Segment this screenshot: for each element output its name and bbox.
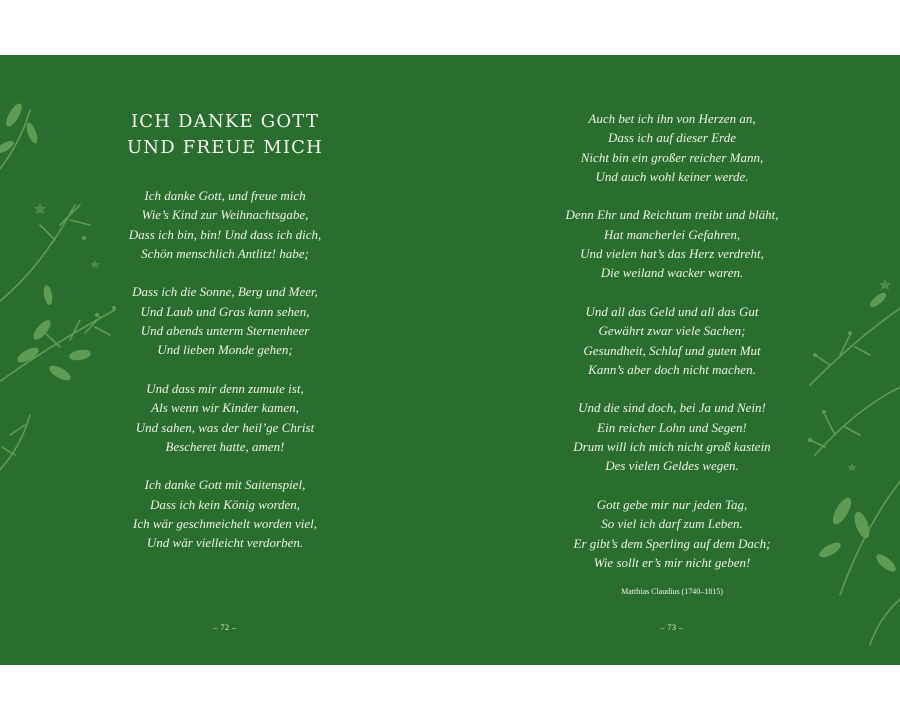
poem-line: Und dass mir denn zumute ist, [146, 380, 304, 396]
stanza [110, 186, 340, 263]
poem-line: Wie sollt er’s mir nicht geben! [593, 554, 751, 570]
poem-line: Und die sind doch, bei Ja und Nein! [578, 400, 766, 416]
leaf-branch-icon [790, 55, 900, 665]
poem-line: So viel ich darf zum Leben. [601, 516, 743, 532]
poem-line: Gott gebe mir nur jeden Tag, [596, 496, 748, 512]
right-page [540, 55, 804, 665]
stanza [540, 495, 804, 572]
poem-line: Nicht bin ein großer reicher Mann, [580, 149, 764, 165]
poem-line: Dass ich auf dieser Erde [607, 130, 737, 146]
stanza [540, 398, 804, 475]
poem-line: Und auch wohl keiner werde. [595, 168, 749, 184]
poem-text [110, 186, 340, 572]
poem-line: Dass ich kein König worden, [149, 496, 301, 512]
title-line: UND FREUE MICH [126, 137, 324, 158]
poem-line: Dass ich die Sonne, Berg und Meer, [132, 284, 318, 300]
poem-line: Und sahen, was der heil’ge Christ [135, 419, 315, 435]
stanza [110, 475, 340, 552]
poem-line: Die weiland wacker waren. [600, 265, 744, 281]
poem-text [540, 109, 804, 591]
poem-line: Gewährt zwar viele Sachen; [598, 323, 746, 339]
poem-line: Ich danke Gott, und freue mich [144, 188, 306, 203]
poem-title [110, 109, 340, 161]
poem-line: Und Laub und Gras kann sehen, [140, 303, 310, 319]
poem-line: Dass ich bin, bin! Und dass ich dich, [128, 226, 322, 242]
poem-line: Ein reicher Lohn und Segen! [597, 419, 747, 435]
book-spread [0, 55, 900, 665]
poem-line: Auch bet ich ihn von Herzen an, [588, 111, 756, 126]
stanza [540, 205, 804, 282]
poem-line: Als wenn wir Kinder kamen, [151, 400, 299, 416]
poem-line: Hat mancherlei Gefahren, [603, 226, 741, 242]
author-credit: Matthias Claudius (1740–1815) [621, 587, 723, 596]
poem-line: Denn Ehr und Reichtum treibt und bläht, [565, 207, 779, 223]
poem-line: Ich wär geschmeichelt worden viel, [133, 516, 317, 532]
poem-line: Und wär vielleicht verdorben. [146, 535, 304, 551]
stanza [110, 379, 340, 456]
page-number: – 72 – [213, 623, 237, 632]
poem-line: Er gibt’s dem Sperling auf dem Dach; [573, 535, 771, 551]
stanza [540, 109, 804, 186]
left-page [110, 55, 340, 665]
poem-line: Gesundheit, Schlaf und guten Mut [583, 342, 761, 358]
page-number: – 73 – [660, 623, 684, 632]
title-line: ICH DANKE GOTT [130, 111, 320, 132]
poem-line: Wie’s Kind zur Weihnachtsgabe, [141, 207, 309, 223]
stanza [110, 282, 340, 359]
stanza [540, 302, 804, 379]
poem-line: Und all das Geld und all das Gut [585, 303, 759, 319]
poem-line: Und vielen hat’s das Herz verdreht, [580, 246, 764, 262]
poem-line: Drum will ich mich nicht groß kastein [573, 439, 771, 455]
poem-line: Ich danke Gott mit Saitenspiel, [144, 477, 306, 493]
poem-line: Schön menschlich Antlitz! habe; [141, 245, 309, 261]
poem-line: Und lieben Monde gehen; [157, 342, 293, 358]
poem-line: Bescheret hatte, amen! [165, 438, 285, 454]
poem-line: Des vielen Geldes wegen. [605, 458, 739, 474]
poem-line: Kann’s aber doch nicht machen. [588, 361, 756, 377]
poem-line: Und abends unterm Sternenheer [140, 323, 310, 339]
